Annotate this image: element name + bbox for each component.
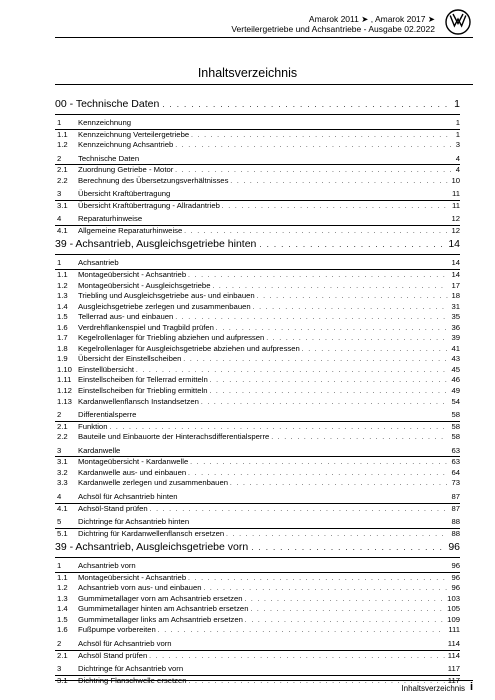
entry-title: Kegelrollenlager für Ausgleichsgetriebe abziehen und aufpressen [78,343,300,353]
toc-entry[interactable] [55,140,460,151]
entry-number: 1.5 [57,614,68,624]
toc-entry[interactable] [55,130,460,141]
entry-page: 17 [451,280,460,290]
entry-page: 54 [451,396,460,406]
entry-number: 2 [57,153,62,163]
dot-leader [150,505,449,516]
entry-number: 1.1 [57,129,68,139]
entry-number: 2.1 [57,650,68,660]
entry-number: 5 [57,517,62,527]
entry-title: Ausgleichsgetriebe zerlegen und zusammenbauen [78,301,251,311]
toc-chapter-entry[interactable] [55,517,460,529]
toc-chapter-entry[interactable] [55,492,460,504]
toc-entry[interactable] [55,573,460,584]
toc-chapter-entry[interactable] [55,118,460,130]
entry-title: Einstellscheiben für Tellerrad ermitteln [78,375,208,385]
toc-group [55,189,460,211]
entry-number: 1.10 [57,364,72,374]
toc-entry[interactable] [55,344,460,355]
entry-title: Montageübersicht - Kardanwelle [78,457,189,467]
entry-number: 4.1 [57,503,68,513]
entry-page: 14 [451,258,460,268]
entry-number: 1.9 [57,354,68,364]
entry-number: 1.1 [57,270,68,280]
dot-leader [245,595,445,606]
entry-page: 63 [451,457,460,467]
entry-page: 12 [451,214,460,224]
toc-group [55,410,460,443]
entry-page: 63 [451,445,460,455]
entry-title: Einstellscheiben für Triebling ermitteln [78,386,208,396]
entry-title: Übersicht Kraftübertragung - Allradantrieb [78,200,220,210]
entry-number: 4.1 [57,225,68,235]
toc-chapter-entry[interactable] [55,664,460,676]
entry-number: 1.11 [57,375,72,385]
table-of-contents [55,96,460,686]
toc-entry[interactable] [55,176,460,187]
dot-leader [162,100,450,109]
dot-leader [183,355,448,366]
toc-entry[interactable] [55,457,460,468]
entry-number: 1.2 [57,280,68,290]
entry-title: Montageübersicht - Ausgleichsgetriebe [78,280,211,290]
section-title: 00 - Technische Daten [55,98,160,110]
toc-entry[interactable] [55,165,460,176]
toc-entry[interactable] [55,201,460,212]
entry-title: Übersicht Kraftübertragung [78,189,171,199]
header-manual-title: Verteilergetriebe und Achsantriebe - Ausgabe 02.2022 [231,24,435,34]
entry-page: 18 [451,291,460,301]
toc-entry[interactable] [55,397,460,408]
entry-title: Dichtringe für Achsantrieb hinten [78,517,190,527]
header-model-line: Amarok 2011 ➤ , Amarok 2017 ➤ [308,14,435,24]
toc-entry[interactable] [55,468,460,479]
toc-entry[interactable] [55,594,460,605]
entry-page: 1 [455,129,460,139]
entry-page: 46 [451,375,460,385]
entry-title: Triebling und Ausgleichsgetriebe aus- und einbauen [78,291,255,301]
title-divider [55,84,473,85]
entry-title: Kardanwelle [78,445,121,455]
toc-entry[interactable] [55,651,460,662]
entry-page: 43 [451,354,460,364]
entry-number: 2.2 [57,432,68,442]
dot-leader [257,292,449,303]
dot-leader [158,626,446,637]
entry-number: 3.1 [57,457,68,467]
entry-page: 58 [451,410,460,420]
toc-chapter-entry[interactable] [55,410,460,422]
dot-leader [302,345,449,356]
entry-number: 3 [57,189,62,199]
toc-group [55,118,460,151]
toc-entry[interactable] [55,529,460,540]
entry-page: 73 [451,478,460,488]
entry-number: 5.1 [57,528,68,538]
toc-chapter-entry[interactable] [55,639,460,651]
toc-chapter-entry[interactable] [55,189,460,201]
entry-number: 3.3 [57,478,68,488]
entry-page: 39 [451,333,460,343]
entry-number: 3 [57,664,62,674]
entry-page: 64 [451,467,460,477]
entry-title: Zuordnung Getriebe - Motor [78,165,174,175]
entry-number: 1.2 [57,583,68,593]
dot-leader [271,433,448,444]
entry-page: 4 [455,165,460,175]
toc-group [55,258,460,407]
entry-page: 117 [447,675,460,685]
entry-title: Einstellübersicht [78,364,134,374]
entry-number: 3.1 [57,200,68,210]
entry-page: 109 [447,614,460,624]
section-page: 96 [448,541,460,554]
entry-title: Dichtringe für Achsantrieb vorn [78,664,184,674]
entry-page: 114 [447,638,460,648]
dot-leader [230,479,448,490]
toc-group [55,664,460,686]
toc-group [55,214,460,236]
entry-title: Dichtring Flanschwelle ersetzen [78,675,187,685]
dot-leader [253,303,449,314]
toc-entry[interactable] [55,354,460,365]
toc-group [55,517,460,539]
entry-number: 1.6 [57,625,68,635]
toc-entry[interactable] [55,625,460,636]
toc-entry[interactable] [55,604,460,615]
entry-title: Montageübersicht - Achsantrieb [78,572,187,582]
entry-page: 36 [451,322,460,332]
entry-title: Achsantrieb vorn aus- und einbauen [78,583,202,593]
toc-entry[interactable] [55,291,460,302]
entry-title: Kardanwelle aus- und einbauen [78,467,187,477]
dot-leader [188,271,448,282]
entry-page: 103 [447,593,460,603]
section-divider [55,557,460,558]
entry-number: 1.8 [57,343,68,353]
entry-title: Montageübersicht - Achsantrieb [78,270,187,280]
entry-number: 1 [57,118,62,127]
entry-title: Übersicht der Einstellscheiben [78,354,182,364]
entry-number: 2 [57,638,62,648]
entry-page: 58 [451,421,460,431]
entry-title: Differentialsperre [78,410,137,420]
toc-section-heading[interactable] [55,98,460,113]
toc-group [55,154,460,187]
dot-leader [190,458,448,469]
toc-entry[interactable] [55,386,460,397]
entry-title: Kennzeichnung [78,118,132,127]
dot-leader [222,202,449,213]
entry-title: Fußpumpe vorbereiten [78,625,156,635]
entry-page: 117 [447,664,460,674]
dot-leader [184,227,448,238]
entry-number: 1.4 [57,604,68,614]
entry-title: Bauteile und Einbauorte der Hinterachsdifferentialsperre [78,432,270,442]
entry-number: 1.6 [57,322,68,332]
entry-page: 45 [451,364,460,374]
entry-page: 105 [447,604,460,614]
entry-title: Achsöl für Achsantrieb hinten [78,491,178,501]
toc-entry[interactable] [55,422,460,433]
dot-leader [175,141,452,152]
entry-number: 2 [57,410,62,420]
toc-entry[interactable] [55,504,460,515]
toc-chapter-entry[interactable] [55,446,460,458]
toc-entry[interactable] [55,365,460,376]
entry-title: Achsöl für Achsantrieb vorn [78,638,172,648]
toc-chapter-entry[interactable] [55,214,460,226]
entry-title: Reparaturhinweise [78,214,143,224]
entry-number: 1.13 [57,396,72,406]
entry-page: 1 [455,118,460,127]
entry-page: 41 [451,343,460,353]
section-page: 1 [454,98,460,110]
entry-title: Kardanwellenflansch Instandsetzen [78,396,199,406]
section-divider [55,114,460,115]
entry-number: 1.1 [57,572,68,582]
entry-title: Verdrehflankenspiel und Tragbild prüfen [78,322,214,332]
vw-logo-icon [445,9,471,35]
entry-number: 1.3 [57,291,68,301]
entry-number: 1.4 [57,301,68,311]
section-page: 14 [448,238,460,251]
entry-number: 1.3 [57,593,68,603]
entry-number: 1.7 [57,333,68,343]
entry-title: Gummimetallager vorn am Achsantrieb ersetzen [78,593,243,603]
entry-title: Gummimetallager hinten am Achsantrieb ersetzen [78,604,249,614]
entry-title: Achsantrieb [78,258,119,268]
entry-number: 3 [57,445,62,455]
toc-entry[interactable] [55,281,460,292]
entry-page: 12 [451,225,460,235]
toc-section-heading[interactable] [55,238,460,253]
dot-leader [259,240,444,249]
page-header [0,0,495,65]
entry-title: Gummimetallager links am Achsantrieb ersetzen [78,614,243,624]
entry-page: 96 [451,572,460,582]
dot-leader [210,376,449,387]
toc-section-heading[interactable] [55,541,460,556]
entry-number: 4 [57,214,62,224]
dot-leader [226,530,448,541]
entry-page: 31 [451,301,460,311]
entry-page: 96 [451,583,460,593]
dot-leader [209,387,448,398]
entry-page: 4 [455,153,460,163]
entry-page: 11 [452,189,460,199]
entry-page: 58 [451,432,460,442]
entry-page: 88 [451,528,460,538]
entry-title: Kegelrollenlager für Triebling abziehen und aufpressen [78,333,265,343]
entry-number: 1.5 [57,312,68,322]
entry-number: 3.1 [57,675,68,685]
toc-group [55,492,460,514]
entry-number: 2.1 [57,165,68,175]
entry-title: Kennzeichnung Verteilergetriebe [78,129,190,139]
entry-page: 11 [452,200,460,210]
entry-title: Technische Daten [78,153,140,163]
entry-number: 2.1 [57,421,68,431]
entry-page: 96 [451,561,460,571]
entry-page: 88 [451,517,460,527]
entry-title: Achsöl Stand prüfen [78,650,148,660]
dot-leader [251,543,444,552]
entry-title: Funktion [78,421,108,431]
entry-page: 3 [455,140,460,150]
toc-entry[interactable] [55,432,460,443]
toc-entry[interactable] [55,323,460,334]
entry-page: 49 [451,386,460,396]
toc-entry[interactable] [55,375,460,386]
page-title: Inhaltsverzeichnis [197,66,298,80]
dot-leader [201,398,448,409]
entry-page: 114 [447,650,460,660]
entry-page: 87 [451,491,460,501]
entry-number: 3.2 [57,467,68,477]
entry-number: 1 [57,258,62,268]
section-title: 39 - Achsantrieb, Ausgleichsgetriebe vorn [55,541,249,554]
dot-leader [175,313,448,324]
toc-entry[interactable] [55,615,460,626]
entry-title: Achsantrieb vorn [78,561,136,571]
toc-group [55,446,460,489]
toc-group [55,639,460,661]
section-divider [55,254,460,255]
entry-page: 10 [451,175,460,185]
toc-entry[interactable] [55,478,460,489]
toc-group [55,561,460,636]
entry-page: 111 [448,625,460,635]
entry-number: 1.2 [57,140,68,150]
dot-leader [245,616,444,627]
entry-title: Dichtring für Kardanwellenflansch ersetzen [78,528,225,538]
toc-entry[interactable] [55,333,460,344]
dot-leader [149,652,445,663]
toc-entry[interactable] [55,226,460,237]
dot-leader [230,177,448,188]
section-title: 39 - Achsantrieb, Ausgleichsgetriebe hinten [55,238,257,251]
footer-page-number: i [469,681,473,693]
entry-title: Allgemeine Reparaturhinweise [78,225,183,235]
toc-entry[interactable] [55,270,460,281]
entry-title: Kennzeichnung Achsantrieb [78,140,174,150]
header-divider [55,37,473,38]
entry-number: 1.12 [57,386,72,396]
entry-page: 87 [451,503,460,513]
dot-leader [188,574,448,585]
toc-entry[interactable] [55,302,460,313]
toc-entry[interactable] [55,583,460,594]
toc-chapter-entry[interactable] [55,561,460,573]
toc-chapter-entry[interactable] [55,154,460,166]
toc-chapter-entry[interactable] [55,258,460,270]
footer-divider [55,680,473,681]
entry-number: 1 [57,561,62,571]
entry-title: Tellerrad aus- und einbauen [78,312,174,322]
entry-number: 4 [57,491,62,501]
dot-leader [191,131,453,142]
entry-title: Kardanwelle zerlegen und zusammenbauen [78,478,229,488]
entry-number: 2.2 [57,175,68,185]
dot-leader [251,605,445,616]
footer-label: Inhaltsverzeichnis [401,684,465,693]
entry-title: Berechnung des Übersetzungsverhältnisses [78,175,229,185]
entry-page: 14 [451,270,460,280]
entry-page: 35 [451,312,460,322]
entry-title: Achsöl-Stand prüfen [78,503,148,513]
toc-entry[interactable] [55,312,460,323]
